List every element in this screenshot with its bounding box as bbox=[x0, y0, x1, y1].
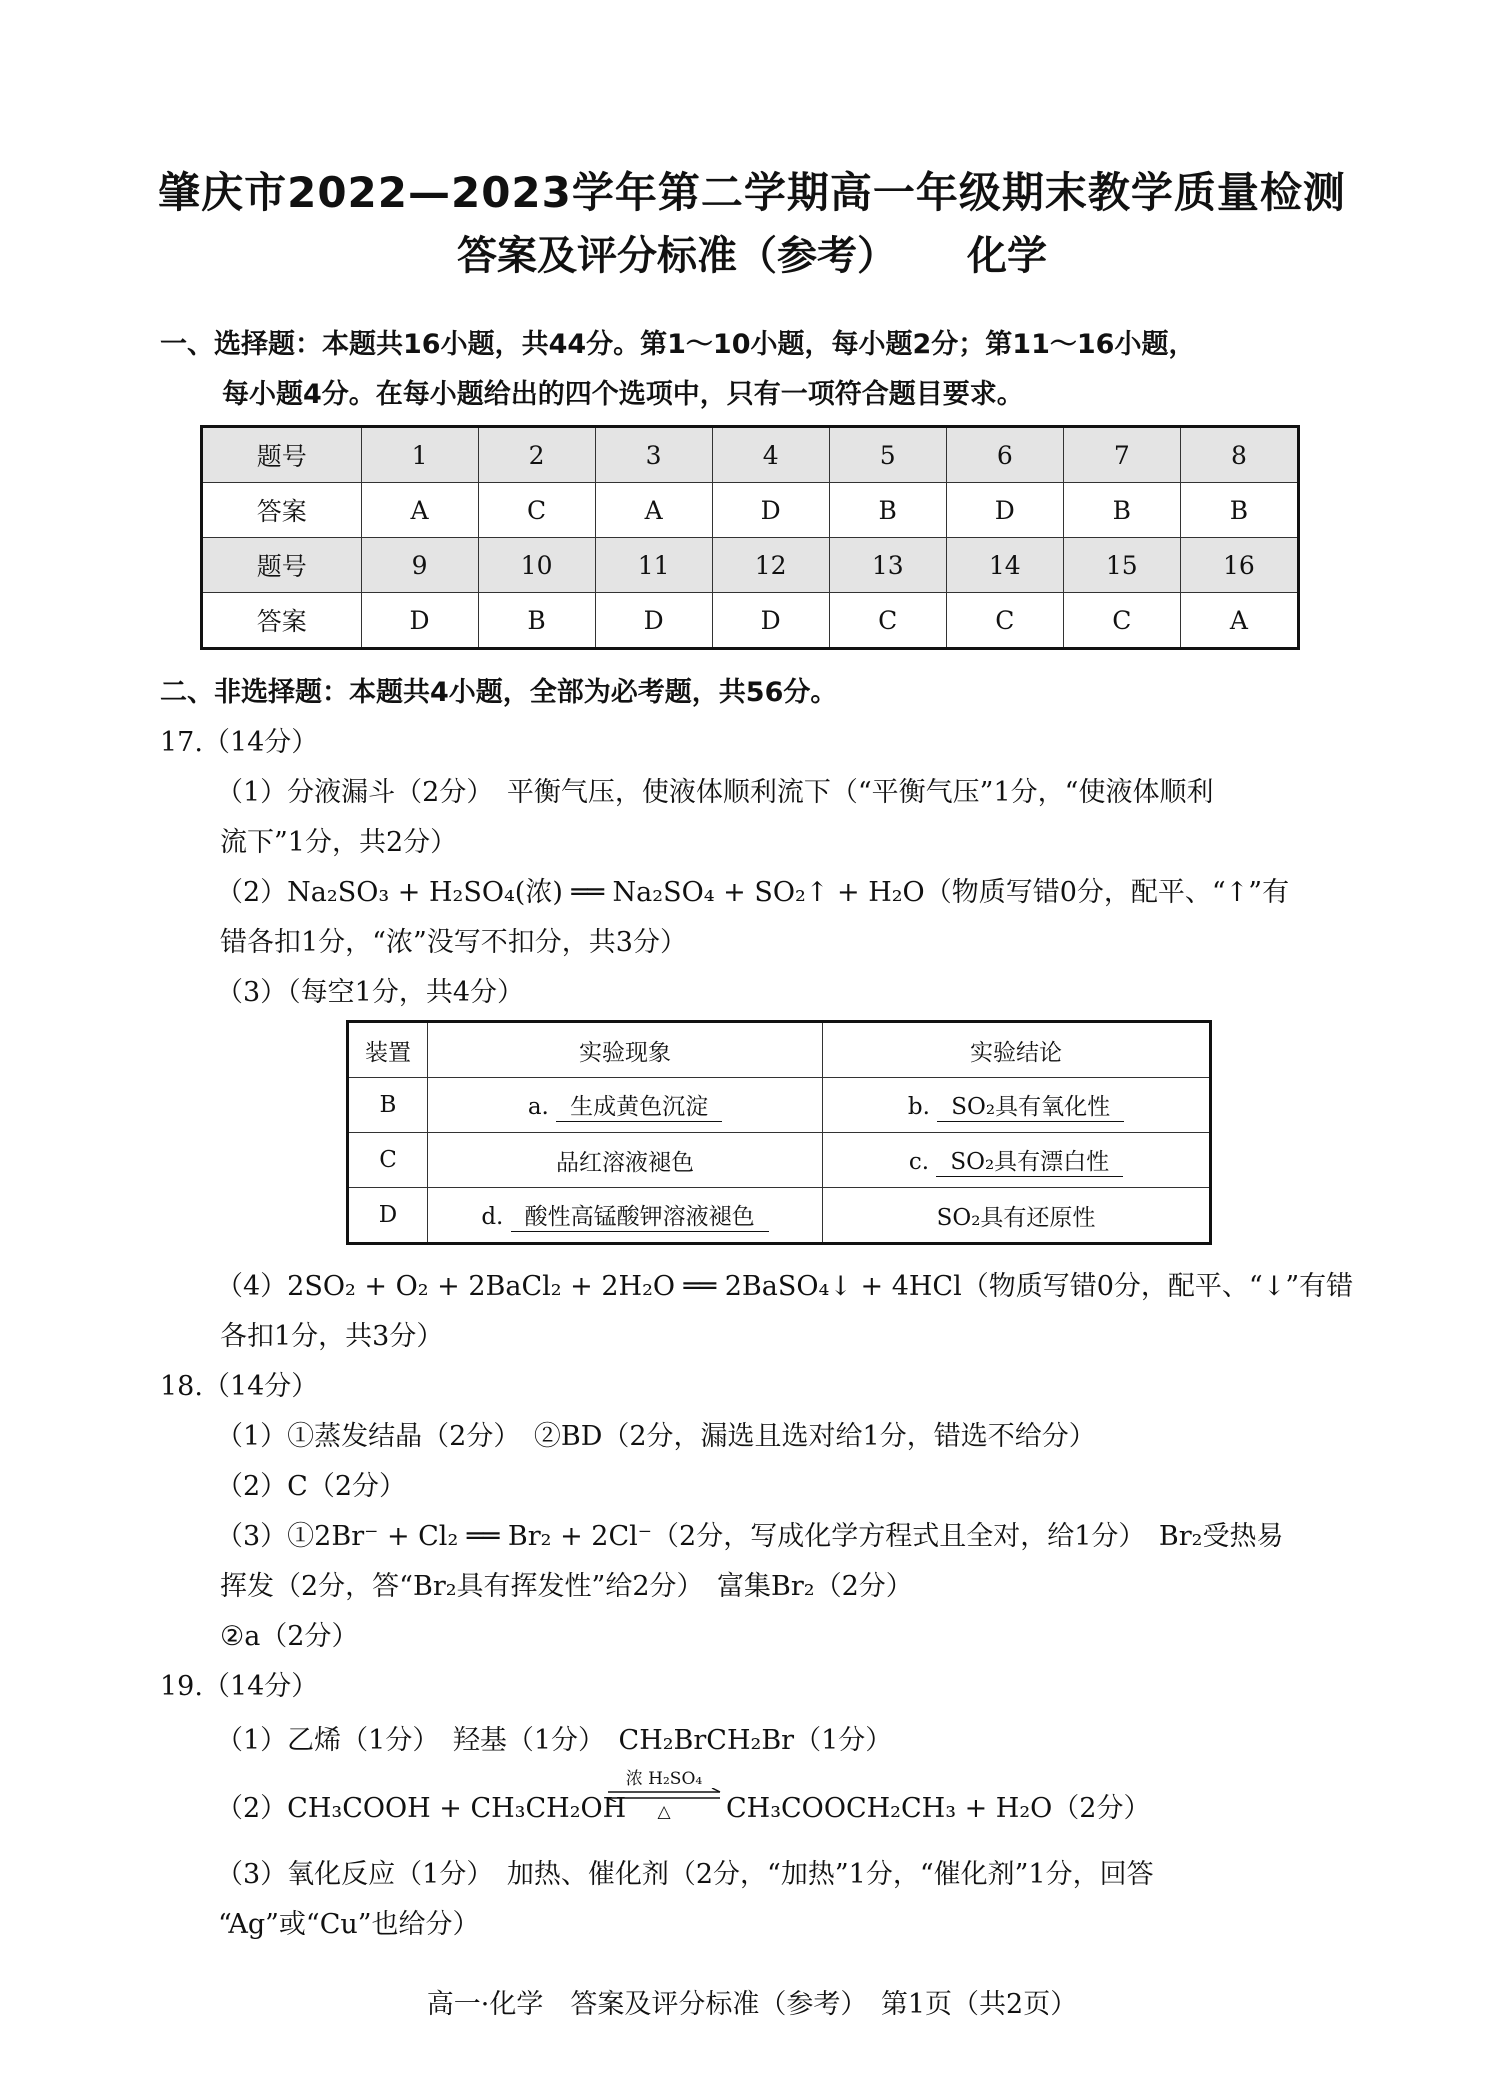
q18-p1: （1）①蒸发结晶（2分） ②BD（2分，漏选且选对给1分，错选不给分） bbox=[216, 1421, 1096, 1452]
table-cell: C bbox=[478, 483, 595, 538]
table-row bbox=[348, 1078, 1211, 1133]
table-header: 实验结论 bbox=[823, 1022, 1211, 1078]
table-cell: 品红溶液褪色 bbox=[428, 1133, 823, 1188]
page-subtitle bbox=[0, 224, 1504, 281]
table-cell bbox=[823, 1078, 1211, 1133]
table-cell: 15 bbox=[1063, 538, 1180, 593]
table-cell: D bbox=[712, 483, 829, 538]
table-cell: 5 bbox=[829, 427, 946, 483]
table-cell: 2 bbox=[478, 427, 595, 483]
table-cell: 8 bbox=[1180, 427, 1298, 483]
table-cell: 14 bbox=[946, 538, 1063, 593]
q19-p2-right: CH₃COOCH₂CH₃ + H₂O（2分） bbox=[726, 1793, 1151, 1824]
q17-heading: 17.（14分） bbox=[160, 727, 319, 758]
q17-p4: （4）2SO₂ + O₂ + 2BaCl₂ + 2H₂O ══ 2BaSO₄↓ + 4HCl（物质写错0分，配平、“↓”有错 bbox=[216, 1271, 1354, 1302]
table-cell: 1 bbox=[361, 427, 478, 483]
table-cell: 16 bbox=[1180, 538, 1298, 593]
blank-label: a. bbox=[527, 1094, 549, 1120]
subtitle-main: 答案及评分标准（参考） bbox=[457, 233, 897, 279]
section1-heading-cont: 每小题4分。在每小题给出的四个选项中，只有一项符合题目要求。 bbox=[222, 379, 1024, 410]
q17-p1: （1）分液漏斗（2分） 平衡气压，使液体顺利流下（“平衡气压”1分，“使液体顺利 bbox=[216, 777, 1214, 808]
table-cell bbox=[823, 1133, 1211, 1188]
table-row bbox=[202, 483, 1299, 538]
table-row bbox=[348, 1133, 1211, 1188]
table-cell: 6 bbox=[946, 427, 1063, 483]
answer-blank: 生成黄色沉淀 bbox=[556, 1088, 722, 1122]
table-cell: 题号 bbox=[202, 427, 362, 483]
table-cell: 13 bbox=[829, 538, 946, 593]
answer-table bbox=[200, 425, 1300, 650]
table-cell: C bbox=[829, 593, 946, 649]
table-cell: 题号 bbox=[202, 538, 362, 593]
table-cell: B bbox=[348, 1078, 428, 1133]
blank-label: b. bbox=[907, 1094, 930, 1120]
q18-p3-sub: ②a（2分） bbox=[220, 1621, 359, 1652]
table-cell: B bbox=[1063, 483, 1180, 538]
page-footer: 高一·化学 答案及评分标准（参考） 第1页（共2页） bbox=[426, 1989, 1078, 2020]
q19-heading: 19.（14分） bbox=[160, 1671, 319, 1702]
table-cell: 9 bbox=[361, 538, 478, 593]
equilibrium-arrow-icon bbox=[604, 1788, 724, 1802]
reversible-arrow bbox=[604, 1770, 724, 1832]
table-cell: SO₂具有还原性 bbox=[823, 1188, 1211, 1244]
table-header: 装置 bbox=[348, 1022, 428, 1078]
answer-blank: SO₂具有氧化性 bbox=[937, 1088, 1124, 1122]
table-cell: 答案 bbox=[202, 593, 362, 649]
table-cell: A bbox=[361, 483, 478, 538]
table-cell: B bbox=[829, 483, 946, 538]
q18-heading: 18.（14分） bbox=[160, 1371, 319, 1402]
answer-blank: SO₂具有漂白性 bbox=[936, 1143, 1123, 1177]
q19-p1: （1）乙烯（1分） 羟基（1分） CH₂BrCH₂Br（1分） bbox=[216, 1725, 893, 1756]
page-title: 肇庆市2022—2023学年第二学期高一年级期末教学质量检测 bbox=[158, 168, 1346, 217]
q18-p3: （3）①2Br⁻ + Cl₂ ══ Br₂ + 2Cl⁻（2分，写成化学方程式且全对，给1分） Br₂受热易 bbox=[216, 1521, 1284, 1552]
table-cell: B bbox=[478, 593, 595, 649]
table-cell: 4 bbox=[712, 427, 829, 483]
q17-p2: （2）Na₂SO₃ + H₂SO₄(浓) ══ Na₂SO₄ + SO₂↑ + H₂O（物质写错0分，配平、“↑”有 bbox=[216, 877, 1290, 908]
table-cell: D bbox=[946, 483, 1063, 538]
table-cell: 10 bbox=[478, 538, 595, 593]
q19-p2-left: （2）CH₃COOH + CH₃CH₂OH bbox=[216, 1793, 627, 1824]
q19-p3-cont: “Ag”或“Cu”也给分） bbox=[218, 1909, 480, 1940]
table-cell bbox=[428, 1078, 823, 1133]
table-cell: D bbox=[595, 593, 712, 649]
arrow-condition-top: 浓 H₂SO₄ bbox=[625, 1769, 703, 1789]
answer-blank: 酸性高锰酸钾溶液褪色 bbox=[511, 1198, 769, 1232]
q18-p2: （2）C（2分） bbox=[216, 1471, 407, 1502]
q17-p3: （3）（每空1分，共4分） bbox=[216, 977, 525, 1008]
q17-p2-cont: 错各扣1分，“浓”没写不扣分，共3分） bbox=[220, 927, 687, 958]
table-cell: B bbox=[1180, 483, 1298, 538]
q18-p3-cont: 挥发（2分，答“Br₂具有挥发性”给2分） 富集Br₂（2分） bbox=[220, 1571, 913, 1602]
table-cell: D bbox=[348, 1188, 428, 1244]
experiment-table bbox=[346, 1020, 1212, 1245]
table-header: 实验现象 bbox=[428, 1022, 823, 1078]
table-cell: C bbox=[946, 593, 1063, 649]
table-row bbox=[348, 1022, 1211, 1078]
table-cell: A bbox=[595, 483, 712, 538]
q19-p3: （3）氧化反应（1分） 加热、催化剂（2分，“加热”1分，“催化剂”1分，回答 bbox=[216, 1859, 1154, 1890]
q17-p4-cont: 各扣1分，共3分） bbox=[220, 1321, 444, 1352]
table-cell: 7 bbox=[1063, 427, 1180, 483]
table-cell: 答案 bbox=[202, 483, 362, 538]
table-row bbox=[202, 538, 1299, 593]
arrow-condition-bottom: △ bbox=[657, 1802, 671, 1822]
table-cell bbox=[428, 1188, 823, 1244]
table-cell: A bbox=[1180, 593, 1298, 649]
table-cell: C bbox=[1063, 593, 1180, 649]
q17-p1-cont: 流下”1分，共2分） bbox=[220, 827, 458, 858]
table-cell: D bbox=[361, 593, 478, 649]
blank-label: d. bbox=[481, 1204, 504, 1230]
table-cell: 11 bbox=[595, 538, 712, 593]
table-row bbox=[202, 593, 1299, 649]
table-cell: D bbox=[712, 593, 829, 649]
section2-heading: 二、非选择题：本题共4小题，全部为必考题，共56分。 bbox=[160, 677, 838, 708]
blank-label: c. bbox=[908, 1149, 930, 1175]
table-row bbox=[348, 1188, 1211, 1244]
section1-heading: 一、选择题：本题共16小题，共44分。第1～10小题，每小题2分；第11～16小题， bbox=[160, 329, 1196, 360]
table-row bbox=[202, 427, 1299, 483]
subtitle-subject: 化学 bbox=[967, 233, 1047, 279]
table-cell: C bbox=[348, 1133, 428, 1188]
table-cell: 12 bbox=[712, 538, 829, 593]
table-cell: 3 bbox=[595, 427, 712, 483]
